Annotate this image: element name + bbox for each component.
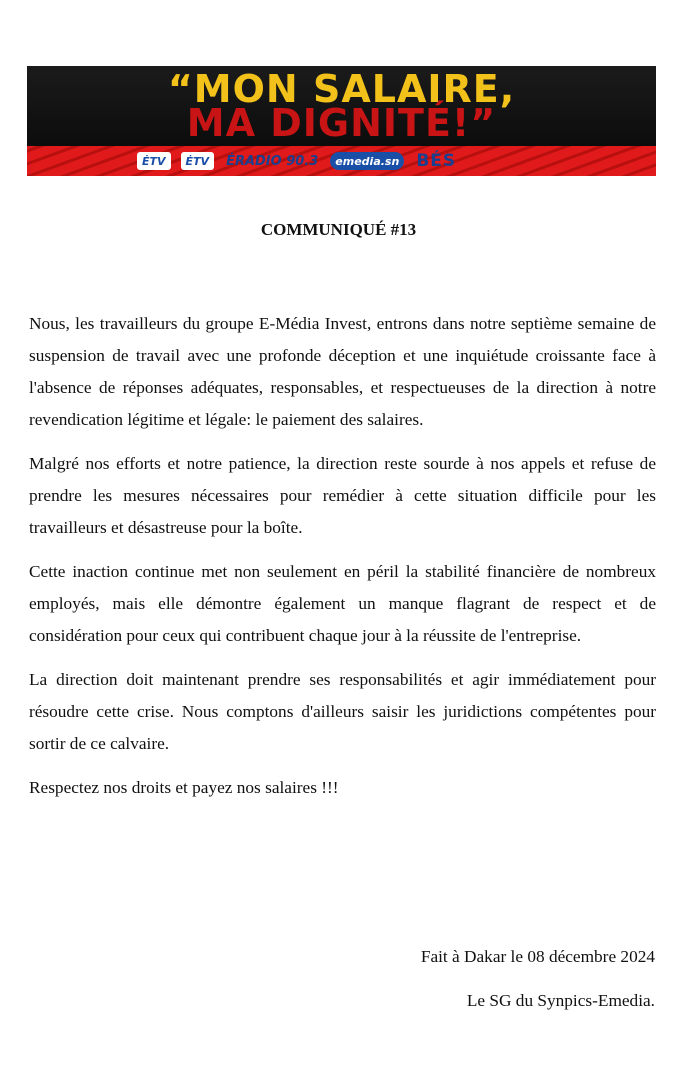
paragraph-3: Cette inaction continue met non seulement en péril la stabilité financière de nombreux employés, mais elle démontre également un manque flagrant de respect et de considération pour ceux qui contribuent chaque jour à la réussite de l'entreprise.	[29, 562, 656, 645]
signature: Le SG du Synpics-Emedia.	[466, 991, 655, 1010]
eradio-logo: ĖRADIO 90.3	[226, 153, 319, 169]
slogan-line-1: “MON SALAIRE,	[167, 67, 516, 111]
place-date: Fait à Dakar le 08 décembre 2024	[420, 947, 655, 966]
paragraph-4: La direction doit maintenant prendre ses responsabilités et agir immédiatement pour résoudre cette crise. Nous comptons d'ailleurs saisir les juridictions compétentes pour sortir de ce calvaire.	[29, 670, 656, 753]
bes-logo: BÉS	[416, 151, 457, 171]
banner-slogan-area	[27, 66, 656, 146]
paragraph-2: Malgré nos efforts et notre patience, la direction reste sourde à nos appels et refuse de prendre les mesures nécessaires pour remédier à cette situation difficile pour les travailleurs et désastreuse pour la boîte.	[29, 454, 656, 537]
document-body	[29, 308, 656, 816]
header-banner	[27, 66, 656, 176]
etv-logo: ĖTV	[137, 152, 171, 170]
paragraph-5: Respectez nos droits et payez nos salaires !!!	[29, 778, 339, 797]
document-title: COMMUNIQUÉ #13	[260, 220, 417, 239]
slogan-line-2: MA DIGNITÉ!”	[186, 101, 497, 145]
emedia-logo: emedia.sn	[330, 152, 404, 170]
signoff-block	[421, 935, 655, 1023]
paragraph-1: Nous, les travailleurs du groupe E-Média Invest, entrons dans notre septième semaine de suspension de travail avec une profonde déception et une inquiétude croissante face à l'absence de réponses adéquates, responsables, et respectueuses de la direction à notre revendication légitime et légale: le paiement des salaires.	[29, 314, 656, 429]
etv-logo-2: ĖTV	[181, 152, 215, 170]
media-logos	[137, 150, 458, 172]
